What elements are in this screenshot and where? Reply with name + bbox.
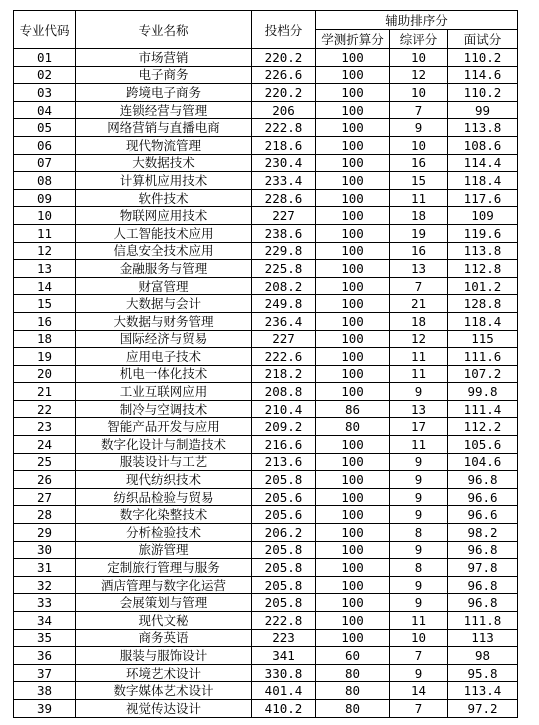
ms-cell: 109 [448, 207, 518, 225]
table-row [14, 400, 518, 418]
code-cell: 07 [14, 154, 76, 172]
code-cell: 18 [14, 330, 76, 348]
name-cell: 现代纺织技术 [76, 471, 252, 489]
zp-cell: 10 [390, 629, 448, 647]
xc-cell: 100 [316, 49, 390, 67]
zp-cell: 12 [390, 66, 448, 84]
table-row [14, 101, 518, 119]
zp-cell: 17 [390, 418, 448, 436]
xc-cell: 100 [316, 576, 390, 594]
zp-cell: 10 [390, 136, 448, 154]
name-cell: 软件技术 [76, 189, 252, 207]
table-row [14, 49, 518, 67]
score-cell: 236.4 [252, 312, 316, 330]
name-cell: 数字化染整技术 [76, 506, 252, 524]
score-cell: 205.6 [252, 506, 316, 524]
code-cell: 03 [14, 84, 76, 102]
xc-cell: 100 [316, 84, 390, 102]
name-cell: 应用电子技术 [76, 348, 252, 366]
ms-cell: 117.6 [448, 189, 518, 207]
name-cell: 大数据技术 [76, 154, 252, 172]
ms-cell: 96.8 [448, 576, 518, 594]
table-row [14, 312, 518, 330]
score-cell: 208.8 [252, 383, 316, 401]
score-cell: 205.8 [252, 594, 316, 612]
xc-cell: 100 [316, 277, 390, 295]
code-cell: 14 [14, 277, 76, 295]
ms-cell: 113.8 [448, 119, 518, 137]
code-cell: 37 [14, 664, 76, 682]
xc-cell: 100 [316, 629, 390, 647]
zp-cell: 16 [390, 242, 448, 260]
xc-cell: 100 [316, 154, 390, 172]
table-row [14, 594, 518, 612]
score-cell: 230.4 [252, 154, 316, 172]
ms-cell: 113 [448, 629, 518, 647]
xc-cell: 100 [316, 66, 390, 84]
name-cell: 制冷与空调技术 [76, 400, 252, 418]
code-cell: 29 [14, 524, 76, 542]
code-cell: 16 [14, 312, 76, 330]
zp-cell: 18 [390, 207, 448, 225]
xc-cell: 100 [316, 436, 390, 454]
code-cell: 09 [14, 189, 76, 207]
ms-cell: 111.4 [448, 400, 518, 418]
code-cell: 01 [14, 49, 76, 67]
ms-cell: 111.8 [448, 612, 518, 630]
name-cell: 网络营销与直播电商 [76, 119, 252, 137]
code-cell: 13 [14, 260, 76, 278]
ms-cell: 98 [448, 647, 518, 665]
xc-cell: 80 [316, 418, 390, 436]
xc-cell: 80 [316, 682, 390, 700]
ms-cell: 113.4 [448, 682, 518, 700]
name-cell: 酒店管理与数字化运营 [76, 576, 252, 594]
ms-cell: 113.8 [448, 242, 518, 260]
score-cell: 229.8 [252, 242, 316, 260]
table-row [14, 612, 518, 630]
table-row [14, 541, 518, 559]
zp-cell: 15 [390, 172, 448, 190]
table-row [14, 189, 518, 207]
score-cell: 205.8 [252, 559, 316, 577]
code-cell: 28 [14, 506, 76, 524]
ms-cell: 97.8 [448, 559, 518, 577]
xc-cell: 100 [316, 488, 390, 506]
table-row [14, 84, 518, 102]
admission-score-table [13, 10, 518, 718]
name-cell: 电子商务 [76, 66, 252, 84]
code-cell: 32 [14, 576, 76, 594]
ms-cell: 101.2 [448, 277, 518, 295]
table-row [14, 682, 518, 700]
score-cell: 210.4 [252, 400, 316, 418]
ms-cell: 105.6 [448, 436, 518, 454]
xc-cell: 100 [316, 136, 390, 154]
score-cell: 233.4 [252, 172, 316, 190]
score-cell: 225.8 [252, 260, 316, 278]
xc-cell: 100 [316, 224, 390, 242]
zp-cell: 11 [390, 612, 448, 630]
score-cell: 222.8 [252, 612, 316, 630]
zp-cell: 11 [390, 365, 448, 383]
table-row [14, 453, 518, 471]
score-cell: 218.6 [252, 136, 316, 154]
code-cell: 21 [14, 383, 76, 401]
score-cell: 330.8 [252, 664, 316, 682]
ms-cell: 119.6 [448, 224, 518, 242]
table-row [14, 629, 518, 647]
xc-cell: 100 [316, 330, 390, 348]
score-cell: 206.2 [252, 524, 316, 542]
zp-cell: 9 [390, 664, 448, 682]
code-cell: 11 [14, 224, 76, 242]
name-cell: 服装与服饰设计 [76, 647, 252, 665]
ms-cell: 118.4 [448, 172, 518, 190]
ms-cell: 115 [448, 330, 518, 348]
header-score: 投档分 [252, 11, 316, 49]
ms-cell: 114.6 [448, 66, 518, 84]
ms-cell: 128.8 [448, 295, 518, 313]
score-cell: 205.8 [252, 541, 316, 559]
score-cell: 401.4 [252, 682, 316, 700]
ms-cell: 96.8 [448, 541, 518, 559]
code-cell: 38 [14, 682, 76, 700]
code-cell: 15 [14, 295, 76, 313]
zp-cell: 14 [390, 682, 448, 700]
zp-cell: 11 [390, 436, 448, 454]
score-cell: 220.2 [252, 84, 316, 102]
xc-cell: 100 [316, 189, 390, 207]
code-cell: 02 [14, 66, 76, 84]
score-cell: 228.6 [252, 189, 316, 207]
ms-cell: 96.8 [448, 471, 518, 489]
xc-cell: 100 [316, 524, 390, 542]
ms-cell: 99.8 [448, 383, 518, 401]
score-cell: 220.2 [252, 49, 316, 67]
xc-cell: 100 [316, 453, 390, 471]
xc-cell: 80 [316, 664, 390, 682]
score-table-container [13, 10, 518, 718]
score-cell: 238.6 [252, 224, 316, 242]
header-ms: 面试分 [448, 30, 518, 49]
table-row [14, 576, 518, 594]
xc-cell: 100 [316, 594, 390, 612]
zp-cell: 9 [390, 383, 448, 401]
zp-cell: 11 [390, 189, 448, 207]
table-row [14, 242, 518, 260]
score-cell: 341 [252, 647, 316, 665]
zp-cell: 12 [390, 330, 448, 348]
code-cell: 08 [14, 172, 76, 190]
zp-cell: 8 [390, 524, 448, 542]
zp-cell: 9 [390, 541, 448, 559]
ms-cell: 96.8 [448, 594, 518, 612]
code-cell: 04 [14, 101, 76, 119]
ms-cell: 107.2 [448, 365, 518, 383]
xc-cell: 100 [316, 612, 390, 630]
zp-cell: 13 [390, 260, 448, 278]
code-cell: 34 [14, 612, 76, 630]
ms-cell: 114.4 [448, 154, 518, 172]
table-row [14, 224, 518, 242]
zp-cell: 19 [390, 224, 448, 242]
name-cell: 财富管理 [76, 277, 252, 295]
xc-cell: 60 [316, 647, 390, 665]
xc-cell: 100 [316, 471, 390, 489]
score-cell: 222.8 [252, 119, 316, 137]
score-cell: 223 [252, 629, 316, 647]
name-cell: 跨境电子商务 [76, 84, 252, 102]
table-row [14, 664, 518, 682]
name-cell: 市场营销 [76, 49, 252, 67]
name-cell: 大数据与财务管理 [76, 312, 252, 330]
zp-cell: 9 [390, 453, 448, 471]
xc-cell: 100 [316, 172, 390, 190]
score-cell: 208.2 [252, 277, 316, 295]
score-cell: 222.6 [252, 348, 316, 366]
xc-cell: 100 [316, 559, 390, 577]
ms-cell: 110.2 [448, 84, 518, 102]
name-cell: 旅游管理 [76, 541, 252, 559]
ms-cell: 97.2 [448, 699, 518, 717]
name-cell: 数字化设计与制造技术 [76, 436, 252, 454]
score-cell: 205.6 [252, 488, 316, 506]
name-cell: 数字媒体艺术设计 [76, 682, 252, 700]
zp-cell: 9 [390, 594, 448, 612]
table-row [14, 506, 518, 524]
code-cell: 30 [14, 541, 76, 559]
xc-cell: 80 [316, 699, 390, 717]
zp-cell: 7 [390, 647, 448, 665]
table-row [14, 383, 518, 401]
table-row [14, 365, 518, 383]
table-row [14, 277, 518, 295]
name-cell: 机电一体化技术 [76, 365, 252, 383]
header-aux: 辅助排序分 [316, 11, 518, 30]
code-cell: 31 [14, 559, 76, 577]
table-row [14, 330, 518, 348]
score-cell: 216.6 [252, 436, 316, 454]
xc-cell: 100 [316, 541, 390, 559]
table-row [14, 66, 518, 84]
table-row [14, 136, 518, 154]
table-row [14, 172, 518, 190]
table-row [14, 488, 518, 506]
zp-cell: 8 [390, 559, 448, 577]
code-cell: 05 [14, 119, 76, 137]
zp-cell: 13 [390, 400, 448, 418]
name-cell: 金融服务与管理 [76, 260, 252, 278]
ms-cell: 112.2 [448, 418, 518, 436]
zp-cell: 7 [390, 699, 448, 717]
code-cell: 06 [14, 136, 76, 154]
xc-cell: 100 [316, 119, 390, 137]
table-row [14, 207, 518, 225]
score-cell: 218.2 [252, 365, 316, 383]
header-name: 专业名称 [76, 11, 252, 49]
zp-cell: 9 [390, 506, 448, 524]
code-cell: 22 [14, 400, 76, 418]
ms-cell: 96.6 [448, 506, 518, 524]
table-row [14, 295, 518, 313]
code-cell: 35 [14, 629, 76, 647]
code-cell: 26 [14, 471, 76, 489]
score-cell: 213.6 [252, 453, 316, 471]
table-row [14, 524, 518, 542]
code-cell: 36 [14, 647, 76, 665]
xc-cell: 100 [316, 348, 390, 366]
ms-cell: 112.8 [448, 260, 518, 278]
score-cell: 206 [252, 101, 316, 119]
code-cell: 39 [14, 699, 76, 717]
code-cell: 20 [14, 365, 76, 383]
code-cell: 19 [14, 348, 76, 366]
ms-cell: 99 [448, 101, 518, 119]
ms-cell: 95.8 [448, 664, 518, 682]
name-cell: 连锁经营与管理 [76, 101, 252, 119]
header-xc: 学测折算分 [316, 30, 390, 49]
xc-cell: 100 [316, 506, 390, 524]
xc-cell: 100 [316, 101, 390, 119]
table-row [14, 119, 518, 137]
table-row [14, 154, 518, 172]
zp-cell: 7 [390, 277, 448, 295]
ms-cell: 118.4 [448, 312, 518, 330]
zp-cell: 9 [390, 471, 448, 489]
name-cell: 工业互联网应用 [76, 383, 252, 401]
zp-cell: 21 [390, 295, 448, 313]
name-cell: 信息安全技术应用 [76, 242, 252, 260]
name-cell: 分析检验技术 [76, 524, 252, 542]
name-cell: 商务英语 [76, 629, 252, 647]
ms-cell: 110.2 [448, 49, 518, 67]
table-row [14, 559, 518, 577]
zp-cell: 11 [390, 348, 448, 366]
name-cell: 国际经济与贸易 [76, 330, 252, 348]
header-code: 专业代码 [14, 11, 76, 49]
name-cell: 物联网应用技术 [76, 207, 252, 225]
ms-cell: 104.6 [448, 453, 518, 471]
header-zp: 综评分 [390, 30, 448, 49]
table-body [14, 49, 518, 718]
score-cell: 205.8 [252, 576, 316, 594]
name-cell: 视觉传达设计 [76, 699, 252, 717]
code-cell: 27 [14, 488, 76, 506]
zp-cell: 9 [390, 119, 448, 137]
name-cell: 现代文秘 [76, 612, 252, 630]
xc-cell: 100 [316, 207, 390, 225]
name-cell: 大数据与会计 [76, 295, 252, 313]
name-cell: 环境艺术设计 [76, 664, 252, 682]
table-row [14, 436, 518, 454]
score-cell: 249.8 [252, 295, 316, 313]
code-cell: 23 [14, 418, 76, 436]
name-cell: 纺织品检验与贸易 [76, 488, 252, 506]
name-cell: 会展策划与管理 [76, 594, 252, 612]
xc-cell: 100 [316, 365, 390, 383]
ms-cell: 111.6 [448, 348, 518, 366]
code-cell: 24 [14, 436, 76, 454]
score-cell: 209.2 [252, 418, 316, 436]
score-cell: 226.6 [252, 66, 316, 84]
ms-cell: 108.6 [448, 136, 518, 154]
table-row [14, 471, 518, 489]
xc-cell: 100 [316, 260, 390, 278]
code-cell: 12 [14, 242, 76, 260]
code-cell: 25 [14, 453, 76, 471]
zp-cell: 9 [390, 576, 448, 594]
zp-cell: 9 [390, 488, 448, 506]
zp-cell: 16 [390, 154, 448, 172]
name-cell: 人工智能技术应用 [76, 224, 252, 242]
name-cell: 智能产品开发与应用 [76, 418, 252, 436]
xc-cell: 100 [316, 312, 390, 330]
score-cell: 227 [252, 330, 316, 348]
table-row [14, 418, 518, 436]
xc-cell: 100 [316, 383, 390, 401]
table-row [14, 647, 518, 665]
zp-cell: 10 [390, 84, 448, 102]
zp-cell: 10 [390, 49, 448, 67]
code-cell: 33 [14, 594, 76, 612]
code-cell: 10 [14, 207, 76, 225]
score-cell: 410.2 [252, 699, 316, 717]
score-cell: 205.8 [252, 471, 316, 489]
table-row [14, 348, 518, 366]
name-cell: 服装设计与工艺 [76, 453, 252, 471]
table-row [14, 260, 518, 278]
name-cell: 计算机应用技术 [76, 172, 252, 190]
zp-cell: 18 [390, 312, 448, 330]
xc-cell: 100 [316, 242, 390, 260]
score-cell: 227 [252, 207, 316, 225]
name-cell: 定制旅行管理与服务 [76, 559, 252, 577]
table-row [14, 699, 518, 717]
xc-cell: 86 [316, 400, 390, 418]
ms-cell: 98.2 [448, 524, 518, 542]
zp-cell: 7 [390, 101, 448, 119]
ms-cell: 96.6 [448, 488, 518, 506]
xc-cell: 100 [316, 295, 390, 313]
name-cell: 现代物流管理 [76, 136, 252, 154]
